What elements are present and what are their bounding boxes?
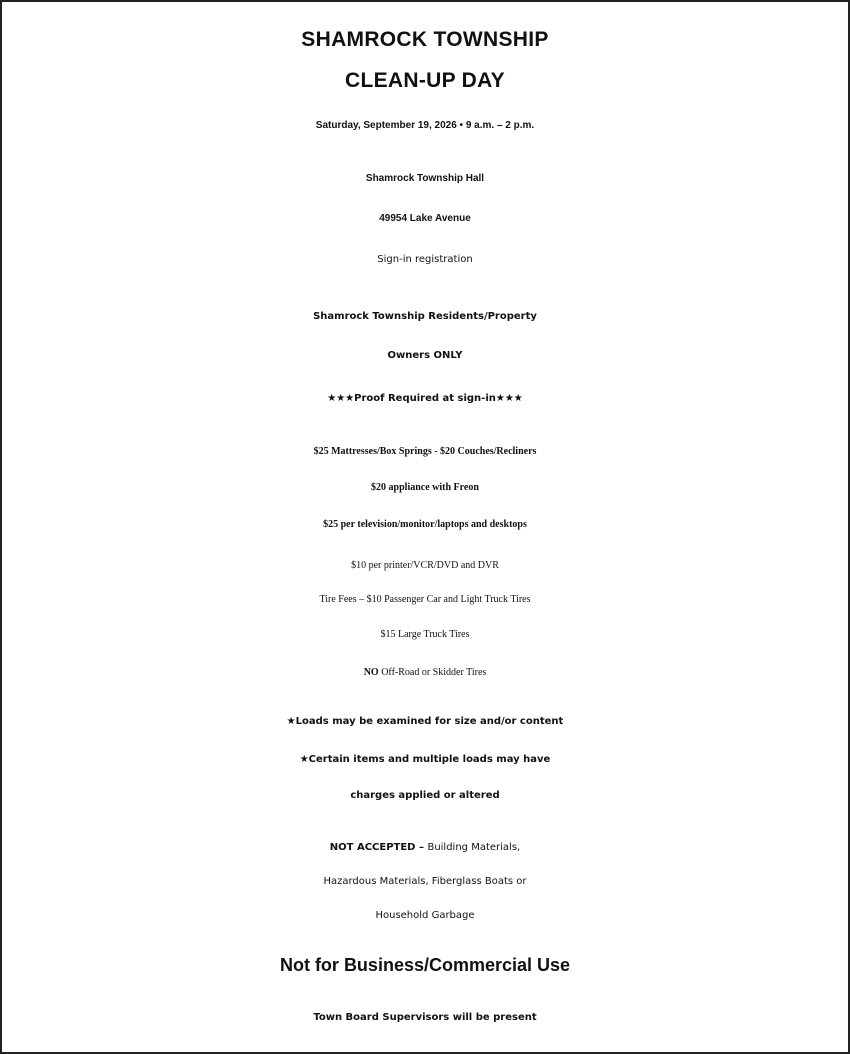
supervisors-note: Town Board Supervisors will be present bbox=[313, 1012, 537, 1023]
note-line-3: charges applied or altered bbox=[350, 790, 500, 801]
proof-required: ★★★Proof Required at sign-in★★★ bbox=[327, 393, 523, 404]
venue-name: Shamrock Township Hall bbox=[365, 173, 485, 184]
not-accepted-line-1 bbox=[2, 842, 848, 853]
fee-line-3: $25 per television/monitor/laptops and desktops bbox=[323, 519, 527, 530]
note-line-2: ★Certain items and multiple loads may have bbox=[299, 754, 551, 765]
event-title bbox=[2, 19, 848, 101]
fee-line-4: $10 per printer/VCR/DVD and DVR bbox=[351, 560, 499, 571]
no-label: NO bbox=[363, 667, 379, 678]
event-date-time: Saturday, September 19, 2026 • 9 a.m. – 2 p.m. bbox=[315, 120, 535, 131]
eligibility-line-2: Owners ONLY bbox=[387, 350, 463, 361]
fee-line-5: Tire Fees – $10 Passenger Car and Light Truck Tires bbox=[319, 594, 531, 605]
business-notice: Not for Business/Commercial Use bbox=[279, 955, 571, 975]
not-accepted-label: NOT ACCEPTED – bbox=[329, 842, 428, 853]
fee-line-6: $15 Large Truck Tires bbox=[380, 629, 470, 640]
note-line-1: ★Loads may be examined for size and/or content bbox=[286, 716, 564, 727]
signin-note: Sign-in registration bbox=[377, 254, 473, 265]
eligibility-line-1: Shamrock Township Residents/Property bbox=[313, 311, 537, 322]
venue-address: 49954 Lake Avenue bbox=[379, 213, 471, 224]
off-road-tires: Off-Road or Skidder Tires bbox=[378, 667, 487, 678]
not-accepted-items-1: Building Materials, bbox=[427, 842, 521, 853]
fee-line-1: $25 Mattresses/Box Springs - $20 Couches/Recliners bbox=[313, 446, 537, 457]
title-line-1: SHAMROCK TOWNSHIP bbox=[301, 28, 549, 51]
fee-line-2: $20 appliance with Freon bbox=[371, 482, 479, 493]
title-line-2: CLEAN-UP DAY bbox=[345, 69, 505, 92]
not-accepted-line-2: Hazardous Materials, Fiberglass Boats or bbox=[323, 876, 527, 887]
not-accepted-line-3: Household Garbage bbox=[375, 910, 475, 921]
fee-line-7 bbox=[2, 667, 848, 678]
